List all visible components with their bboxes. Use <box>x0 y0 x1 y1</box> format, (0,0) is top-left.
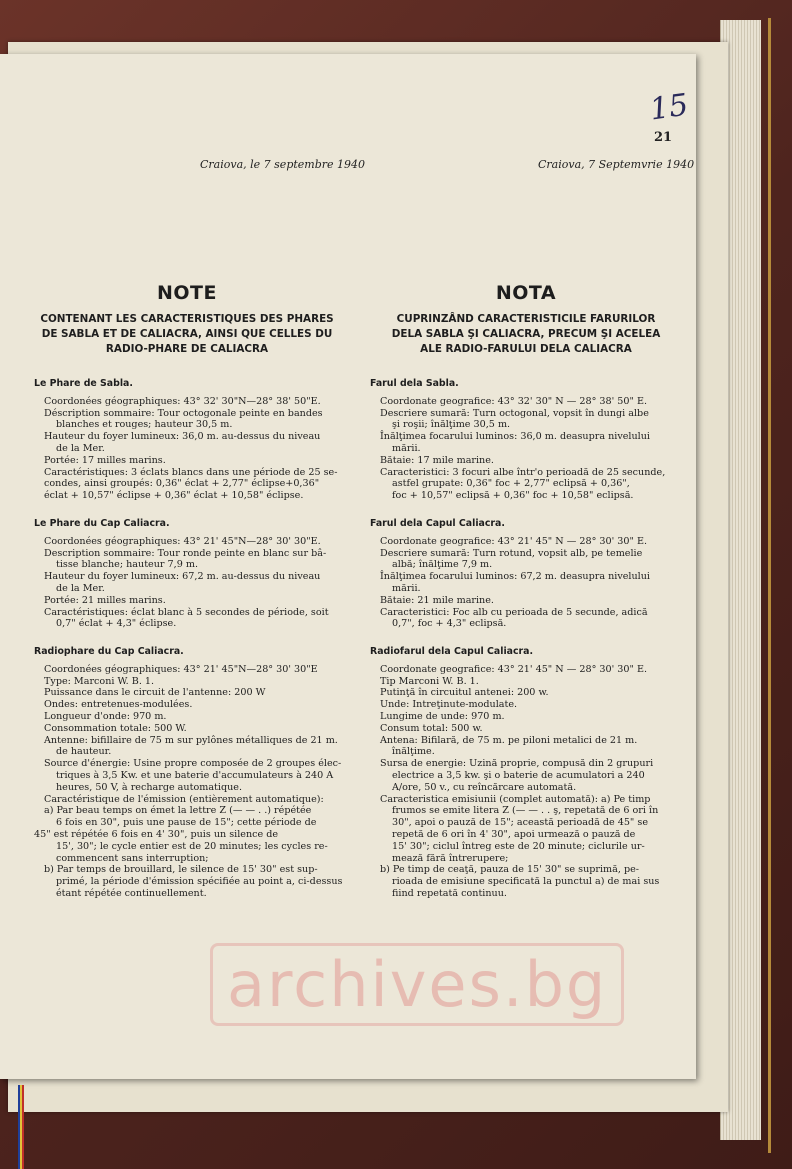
text-line: mării. <box>392 442 421 454</box>
text-line: Coordonate geografice: 43° 32' 30" N — 28° 38' 50" E. <box>380 395 648 407</box>
text-line: Consum total: 500 w. <box>380 722 483 734</box>
text-line: Coordonate geografice: 43° 21' 45" N — 28° 30' 30" E. <box>380 663 648 675</box>
text-line: de la Mer. <box>56 582 105 594</box>
text-line: electrice a 3,5 kw. şi o baterie de acumulatori a 240 <box>392 769 645 781</box>
text-line: primé, la période d'émission spécifiée au point a, ci-dessus <box>56 876 343 888</box>
text-line: Déscription sommaire: Tour octogonale peinte en bandes <box>44 407 323 419</box>
text-line: mează fără întrerupere; <box>392 852 509 864</box>
text-line: Caracteristici: Foc alb cu perioada de 5 secunde, adică <box>380 606 648 618</box>
text-line: înălţime. <box>392 746 435 758</box>
french-heading: NOTE <box>157 282 217 304</box>
text-line: b) Pe timp de ceaţă, pauza de 15' 30" se suprimă, pe- <box>380 864 640 876</box>
text-line: Hauteur du foyer lumineux: 67,2 m. au-dessus du niveau <box>44 571 321 583</box>
text-line: 45" est répétée 6 fois en 4' 30", puis un silence de <box>34 828 279 840</box>
text-line: Puissance dans le circuit de l'antenne: 200 W <box>44 687 266 699</box>
text-line: Unde: Intreţinute-modulate. <box>380 699 518 711</box>
section-title: Le Phare de Sabla. <box>34 378 133 389</box>
romanian-subheading-1: CUPRINZÂND CARACTERISTICILE FARURILOR <box>396 313 656 325</box>
text-line: Descriere sumară: Turn rotund, vopsit alb, pe temelie <box>380 547 643 559</box>
text-line: foc + 10,57" eclipsă + 0,36" foc + 10,58" eclipsă. <box>392 490 634 502</box>
text-line: 6 fois en 30", puis une pause de 15"; cette période de <box>56 817 317 829</box>
text-line: Caractéristique de l'émission (entièrement automatique): <box>44 793 324 805</box>
section-title: Le Phare du Cap Caliacra. <box>34 518 170 529</box>
text-line: Hauteur du foyer lumineux: 36,0 m. au-dessus du niveau <box>44 431 321 443</box>
section-title: Farul dela Capul Caliacra. <box>370 518 505 529</box>
text-line: Bătaie: 21 mile marine. <box>380 594 494 606</box>
text-line: Lungime de unde: 970 m. <box>380 710 505 722</box>
romanian-date: Craiova, 7 Septemvrie 1940 <box>538 158 695 171</box>
french-subheading-2: DE SABLA ET DE CALIACRA, AINSI QUE CELLES DU <box>41 328 333 340</box>
romanian-heading: NOTA <box>495 282 557 304</box>
text-line: tisse blanche; hauteur 7,9 m. <box>56 559 198 571</box>
text-line: 0,7" éclat + 4,3" éclipse. <box>56 618 177 630</box>
text-line: frumos se emite litera Z (— — . . ş, repetată de 6 ori în <box>392 805 659 817</box>
text-line: éclat + 10,57" éclipse + 0,36" éclat + 10,58" éclipse. <box>44 490 304 502</box>
text-line: Înălţimea focarului luminos: 67,2 m. deasupra nivelului <box>380 571 650 583</box>
text-line: de la Mer. <box>56 442 105 454</box>
text-line: étant répétée continuellement. <box>56 887 207 899</box>
text-line: Portée: 21 milles marins. <box>44 594 166 606</box>
text-line: A/ore, 50 v., cu reîncărcare automată. <box>392 781 577 793</box>
text-line: Caracteristica emisiunii (complet automată): a) Pe timp <box>380 793 651 805</box>
archive-watermark: archives.bg <box>210 943 624 1026</box>
page-number: 21 <box>654 130 673 145</box>
document-page <box>0 54 696 1079</box>
text-line: Coordonate geografice: 43° 21' 45" N — 28° 30' 30" E. <box>380 535 648 547</box>
text-line: triques à 3,5 Kw. et une baterie d'accumulateurs à 240 A <box>56 769 334 781</box>
text-line: albă; înălţime 7,9 m. <box>392 559 493 571</box>
romanian-subheading-3: ALE RADIO-FARULUI DELA CALIACRA <box>420 343 632 355</box>
text-line: Înălţimea focarului luminos: 36,0 m. deasupra nivelului <box>380 431 650 443</box>
french-subheading-3: RADIO-PHARE DE CALIACRA <box>105 343 269 355</box>
text-line: Coordonées géographiques: 43° 21' 45"N—28° 30' 30"E <box>44 663 318 675</box>
section-title: Radiophare du Cap Caliacra. <box>34 646 184 657</box>
section-title: Radiofarul dela Capul Caliacra. <box>370 646 534 657</box>
text-line: 30", apoi o pauză de 15"; această perioadă de 45" se <box>392 817 648 829</box>
text-line: şi roşii; înălţime 30,5 m. <box>392 419 511 431</box>
french-section-sabla <box>34 378 356 502</box>
text-line: heures, 50 V, à recharge automatique. <box>56 781 243 793</box>
text-line: Source d'énergie: Usine propre composée de 2 groupes élec- <box>44 758 342 770</box>
text-line: condes, ainsi groupés: 0,36" éclat + 2,77" éclipse+0,36" <box>44 478 320 490</box>
text-line: fiind repetată continuu. <box>392 887 507 899</box>
text-line: Consommation totale: 500 W. <box>44 722 187 734</box>
text-line: 0,7", foc + 4,3" eclipsă. <box>392 618 507 630</box>
gold-trim <box>768 18 771 1153</box>
text-line: Caractéristiques: 3 éclats blancs dans une période de 25 se- <box>44 466 338 478</box>
text-line: Antenne: bifillaire de 75 m sur pylônes métalliques de 21 m. <box>44 734 338 746</box>
text-line: Bătaie: 17 mile marine. <box>380 454 494 466</box>
text-line: commencent sans interruption; <box>56 852 209 864</box>
text-line: repetă de 6 ori în 4' 30", apoi urmează o pauză de <box>392 828 636 840</box>
text-line: Type: Marconi W. B. 1. <box>44 675 155 687</box>
french-section-caliacra <box>34 518 356 630</box>
text-line: Descriere sumară: Turn octogonal, vopsit în dungi albe <box>380 407 649 419</box>
text-line: Tip Marconi W. B. 1. <box>380 675 479 687</box>
french-section-radiophare <box>34 646 356 900</box>
text-line: b) Par temps de brouillard, le silence de 15' 30" est sup- <box>44 864 318 876</box>
text-line: blanches et rouges; hauteur 30,5 m. <box>56 419 233 431</box>
text-line: Longueur d'onde: 970 m. <box>44 710 167 722</box>
text-line: Caracteristici: 3 focuri albe într'o perioadă de 25 secunde, <box>380 466 666 478</box>
text-line: Ondes: entretenues-modulées. <box>44 699 193 711</box>
romanian-column <box>366 282 686 899</box>
romanian-subheading-2: DELA SABLA ŞI CALIACRA, PRECUM ŞI ACELEA <box>391 328 661 340</box>
romanian-section-caliacra <box>370 518 688 630</box>
text-line: mării. <box>392 582 421 594</box>
text-line: Portée: 17 milles marins. <box>44 454 166 466</box>
text-line: Antena: Bifilară, de 75 m. pe piloni metalici de 21 m. <box>380 734 638 746</box>
text-line: 15' 30"; ciclul întreg este de 20 minute; ciclurile ur- <box>392 840 645 852</box>
text-line: rioada de emisiune specificată la punctul a) de mai sus <box>392 876 660 888</box>
french-date: Craiova, le 7 septembre 1940 <box>200 158 366 171</box>
french-column <box>22 282 352 899</box>
romanian-section-radiofar <box>370 646 688 900</box>
romanian-section-sabla <box>370 378 688 502</box>
section-title: Farul dela Sabla. <box>370 378 459 389</box>
text-line: de hauteur. <box>56 746 112 758</box>
handwritten-number: 15 <box>647 87 691 128</box>
text-line: astfel grupate: 0,36" foc + 2,77" eclipsă + 0,36", <box>392 478 630 490</box>
french-subheading-1: CONTENANT LES CARACTERISTIQUES DES PHARES <box>40 313 334 325</box>
text-line: Coordonées géographiques: 43° 32' 30"N—28° 38' 50"E. <box>44 395 321 407</box>
text-line: Caractéristiques: éclat blanc à 5 secondes de période, soit <box>44 606 329 618</box>
text-line: a) Par beau temps on émet la lettre Z (— — . .) répétée <box>44 805 312 817</box>
text-line: Sursa de energie: Uzină proprie, compusă din 2 grupuri <box>380 758 654 770</box>
text-line: 15', 30"; le cycle entier est de 20 minutes; les cycles re- <box>56 840 328 852</box>
text-line: Description sommaire: Tour ronde peinte en blanc sur bâ- <box>44 547 327 559</box>
text-line: Coordonées géographiques: 43° 21' 45"N—28° 30' 30"E. <box>44 535 321 547</box>
text-line: Putinţă în circuitul antenei: 200 w. <box>380 687 549 699</box>
binding-ribbon <box>18 1085 24 1169</box>
